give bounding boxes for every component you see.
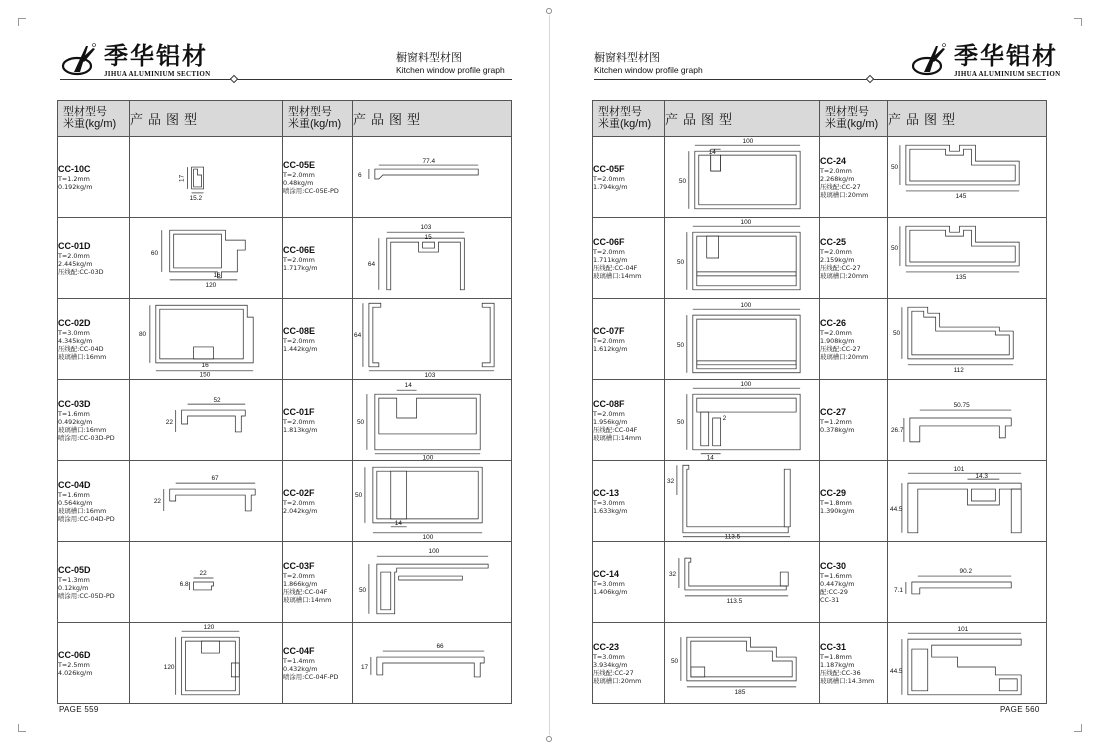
- profile-code: CC-26: [820, 317, 847, 328]
- svg-text:44.5: 44.5: [889, 667, 903, 675]
- profile-table: [592, 100, 1047, 704]
- profile-info: CC-05F T=2.0mm 1.794kg/m: [593, 137, 665, 218]
- profile-drawing: [353, 137, 512, 218]
- page-number: PAGE 560: [1000, 705, 1040, 714]
- profile-drawing: [353, 299, 512, 380]
- svg-text:15: 15: [424, 234, 432, 242]
- brand-name-en: JIHUA ALUMINIUM SECTION: [954, 69, 1061, 78]
- profile-drawing: [888, 299, 1047, 380]
- column-header-drawing: 产品图型: [130, 101, 283, 137]
- svg-text:64: 64: [367, 260, 376, 268]
- profile-drawing: [353, 461, 512, 542]
- profile-code: CC-23: [593, 641, 620, 652]
- svg-text:103: 103: [424, 371, 436, 379]
- section-title-en: Kitchen window profile graph: [396, 65, 505, 75]
- profile-info: CC-14 T=3.0mm 1.406kg/m: [593, 542, 665, 623]
- svg-text:101: 101: [957, 626, 969, 634]
- profile-info: CC-25 T=2.0mm 2.159kg/m 压线配:CC-27 玻璃槽口:20mm: [820, 218, 888, 299]
- table-row: [593, 299, 1047, 380]
- table-row: [593, 542, 1047, 623]
- svg-text:17: 17: [178, 174, 186, 182]
- svg-text:50: 50: [358, 586, 367, 594]
- profile-drawing: [888, 623, 1047, 704]
- profile-code: CC-08F: [593, 398, 625, 409]
- profile-drawing: [130, 623, 283, 704]
- profile-info: CC-29 T=1.8mm 1.390kg/m: [820, 461, 888, 542]
- svg-text:6.8: 6.8: [179, 580, 189, 588]
- svg-text:50: 50: [676, 258, 685, 266]
- svg-text:16: 16: [201, 361, 209, 369]
- brand-name-en: JIHUA ALUMINIUM SECTION: [104, 69, 211, 78]
- svg-text:113.5: 113.5: [726, 597, 743, 605]
- profile-drawing: [130, 542, 283, 623]
- profile-code: CC-04F: [283, 645, 315, 656]
- table-header-row: [593, 101, 1047, 137]
- profile-info: CC-26 T=2.0mm 1.908kg/m 压线配:CC-27 玻璃槽口:20mm: [820, 299, 888, 380]
- svg-text:120: 120: [163, 663, 175, 671]
- page-number: PAGE 559: [59, 705, 99, 714]
- profile-code: CC-02D: [58, 317, 91, 328]
- profile-drawing: [130, 461, 283, 542]
- profile-code: CC-29: [820, 487, 847, 498]
- svg-text:32: 32: [668, 571, 677, 579]
- table-row: [593, 380, 1047, 461]
- table-row: [593, 623, 1047, 704]
- svg-text:14: 14: [404, 382, 412, 390]
- profile-info: CC-10C T=1.2mm 0.192kg/m: [58, 137, 130, 218]
- svg-text:100: 100: [422, 454, 434, 460]
- profile-code: CC-01F: [283, 406, 315, 417]
- svg-text:80: 80: [138, 331, 147, 339]
- profile-info: CC-01F T=2.0mm 1.813kg/m: [283, 380, 353, 461]
- svg-text:14: 14: [708, 149, 716, 157]
- svg-text:100: 100: [740, 381, 752, 389]
- profile-code: CC-24: [820, 155, 847, 166]
- profile-code: CC-30: [820, 560, 847, 571]
- profile-drawing: [353, 542, 512, 623]
- header-rule: [594, 79, 1046, 80]
- table-row: [58, 380, 512, 461]
- svg-text:22: 22: [199, 570, 207, 578]
- profile-code: CC-14: [593, 568, 620, 579]
- profile-code: CC-25: [820, 236, 847, 247]
- table-row: [58, 542, 512, 623]
- profile-code: CC-05F: [593, 163, 625, 174]
- profile-info: CC-08F T=2.0mm 1.956kg/m 压线配:CC-04F 玻璃槽口:14mm: [593, 380, 665, 461]
- profile-code: CC-03F: [283, 560, 315, 571]
- svg-text:50: 50: [670, 658, 679, 665]
- svg-text:50: 50: [356, 418, 365, 426]
- section-title: [594, 51, 703, 75]
- profile-drawing: [665, 461, 820, 542]
- svg-text:50: 50: [678, 177, 687, 185]
- svg-text:52: 52: [213, 397, 221, 405]
- svg-text:6: 6: [357, 172, 362, 179]
- section-title: [396, 51, 505, 75]
- profile-info: CC-27 T=1.2mm 0.378kg/m: [820, 380, 888, 461]
- profile-info: CC-30 T=1.6mm 0.447kg/m 配:CC-29 CC-31: [820, 542, 888, 623]
- profile-drawing: [888, 461, 1047, 542]
- section-title-cn: 橱窗料型材图: [396, 51, 462, 64]
- svg-text:44.5: 44.5: [889, 505, 903, 513]
- profile-drawing: [665, 623, 820, 704]
- profile-code: CC-07F: [593, 325, 625, 336]
- brand-name: 季华铝材: [104, 41, 208, 70]
- svg-text:100: 100: [428, 548, 440, 556]
- profile-drawing: [353, 623, 512, 704]
- svg-text:50: 50: [892, 330, 901, 338]
- svg-text:100: 100: [740, 302, 752, 310]
- svg-text:77.4: 77.4: [422, 158, 436, 166]
- profile-code: CC-13: [593, 487, 620, 498]
- profile-drawing: [130, 299, 283, 380]
- column-header-model: 型材型号 米重(kg/m): [283, 101, 353, 137]
- profile-info: CC-31 T=1.8mm 1.187kg/m 压线配:CC-36 玻璃槽口:14.3mm: [820, 623, 888, 704]
- jihua-logo-icon: [910, 42, 948, 78]
- svg-text:185: 185: [734, 688, 746, 696]
- profile-info: CC-07F T=2.0mm 1.612kg/m: [593, 299, 665, 380]
- profile-drawing: [888, 542, 1047, 623]
- profile-drawing: [665, 542, 820, 623]
- svg-text:26.7: 26.7: [890, 426, 904, 434]
- svg-text:50: 50: [676, 341, 685, 349]
- profile-drawing: [130, 218, 283, 299]
- brand-name: 季华铝材: [954, 41, 1058, 70]
- svg-text:14.3: 14.3: [975, 473, 988, 481]
- svg-text:22: 22: [165, 418, 173, 426]
- svg-text:17: 17: [360, 663, 369, 671]
- profile-drawing: [888, 137, 1047, 218]
- svg-text:50: 50: [890, 164, 899, 172]
- svg-text:120: 120: [203, 624, 215, 632]
- svg-text:112: 112: [953, 366, 964, 374]
- brand: [60, 42, 210, 78]
- profile-code: CC-06D: [58, 649, 91, 660]
- table-row: [58, 623, 512, 704]
- column-header-model: 型材型号 米重(kg/m): [593, 101, 665, 137]
- profile-drawing: [888, 380, 1047, 461]
- svg-text:145: 145: [955, 192, 967, 200]
- profile-code: CC-06E: [283, 244, 316, 255]
- profile-code: CC-10C: [58, 163, 91, 174]
- svg-text:50: 50: [676, 418, 685, 426]
- profile-drawing: [353, 218, 512, 299]
- svg-text:22: 22: [153, 497, 162, 505]
- profile-code: CC-08E: [283, 325, 316, 336]
- header-ornament: [230, 75, 238, 83]
- svg-text:50.75: 50.75: [953, 402, 970, 410]
- header-rule: [60, 79, 512, 80]
- svg-text:7.1: 7.1: [893, 586, 903, 594]
- svg-text:103: 103: [420, 224, 432, 232]
- table-row: [593, 461, 1047, 542]
- profile-info: CC-05E T=2.0mm 0.48kg/m 喷涂用:CC-05E-PD: [283, 137, 353, 218]
- profile-info: CC-06D T=2.5mm 4.026kg/m: [58, 623, 130, 704]
- section-title-cn: 橱窗料型材图: [594, 51, 660, 64]
- profile-drawing: [353, 380, 512, 461]
- profile-code: CC-27: [820, 406, 847, 417]
- svg-text:150: 150: [199, 371, 211, 379]
- profile-drawing: [130, 380, 283, 461]
- profile-code: CC-05E: [283, 159, 316, 170]
- svg-text:135: 135: [955, 273, 967, 281]
- column-header-drawing: 产品图型: [353, 101, 512, 137]
- svg-text:50: 50: [890, 245, 899, 253]
- table-row: [593, 218, 1047, 299]
- profile-info: CC-04D T=1.6mm 0.564kg/m 玻璃槽口:16mm 喷涂用:CC-04D-PD: [58, 461, 130, 542]
- jihua-logo-icon: [60, 42, 98, 78]
- svg-text:101: 101: [953, 466, 965, 474]
- profile-info: CC-05D T=1.3mm 0.12kg/m 喷涂用:CC-05D-PD: [58, 542, 130, 623]
- profile-info: CC-08E T=2.0mm 1.442kg/m: [283, 299, 353, 380]
- svg-text:50: 50: [354, 492, 363, 500]
- svg-text:100: 100: [422, 533, 434, 541]
- svg-text:120: 120: [205, 281, 217, 289]
- profile-info: CC-04F T=1.4mm 0.432kg/m 喷涂用:CC-04F-PD: [283, 623, 353, 704]
- svg-text:2: 2: [722, 415, 727, 422]
- section-title-en: Kitchen window profile graph: [594, 65, 703, 75]
- profile-info: CC-06E T=2.0mm 1.717kg/m: [283, 218, 353, 299]
- profile-code: CC-06F: [593, 236, 625, 247]
- profile-drawing: [665, 380, 820, 461]
- table-row: [58, 461, 512, 542]
- page-560: [550, 0, 1100, 750]
- profile-code: CC-01D: [58, 240, 91, 251]
- svg-text:66: 66: [436, 643, 444, 651]
- profile-drawing: [888, 218, 1047, 299]
- column-header-drawing: 产品图型: [665, 101, 820, 137]
- svg-text:14: 14: [706, 454, 714, 460]
- svg-text:100: 100: [742, 138, 754, 146]
- svg-text:14: 14: [394, 519, 402, 527]
- profile-code: CC-04D: [58, 479, 91, 490]
- svg-text:16: 16: [213, 271, 221, 279]
- svg-text:113.5: 113.5: [724, 533, 741, 541]
- svg-text:67: 67: [211, 475, 219, 483]
- profile-table: [57, 100, 512, 704]
- svg-text:100: 100: [740, 219, 752, 227]
- svg-text:90.2: 90.2: [959, 568, 973, 576]
- profile-code: CC-05D: [58, 564, 91, 575]
- profile-info: CC-01D T=2.0mm 2.445kg/m 压线配:CC-03D: [58, 218, 130, 299]
- profile-drawing: [665, 299, 820, 380]
- profile-info: CC-02D T=3.0mm 4.345kg/m 压线配:CC-04D 玻璃槽口:16mm: [58, 299, 130, 380]
- profile-info: CC-24 T=2.0mm 2.268kg/m 压线配:CC-27 玻璃槽口:20mm: [820, 137, 888, 218]
- profile-code: CC-31: [820, 641, 847, 652]
- profile-drawing: [665, 137, 820, 218]
- profile-drawing: [665, 218, 820, 299]
- profile-drawing: [130, 137, 283, 218]
- brand: [910, 42, 1060, 78]
- header-ornament: [866, 75, 874, 83]
- profile-info: CC-13 T=3.0mm 1.633kg/m: [593, 461, 665, 542]
- column-header-model: 型材型号 米重(kg/m): [58, 101, 130, 137]
- profile-info: CC-03D T=1.6mm 0.492kg/m 玻璃槽口:16mm 喷涂用:CC-03D-PD: [58, 380, 130, 461]
- table-row: [58, 137, 512, 218]
- table-row: [593, 137, 1047, 218]
- svg-text:60: 60: [150, 250, 159, 258]
- svg-text:15.2: 15.2: [189, 194, 203, 202]
- profile-info: CC-02F T=2.0mm 2.042kg/m: [283, 461, 353, 542]
- profile-info: CC-23 T=3.0mm 3.934kg/m 压线配:CC-27 玻璃槽口:20mm: [593, 623, 665, 704]
- table-header-row: [58, 101, 512, 137]
- profile-code: CC-02F: [283, 487, 315, 498]
- svg-text:64: 64: [353, 332, 362, 340]
- profile-info: CC-06F T=2.0mm 1.711kg/m 压线配:CC-04F 玻璃槽口:14mm: [593, 218, 665, 299]
- table-row: [58, 299, 512, 380]
- column-header-model: 型材型号 米重(kg/m): [820, 101, 888, 137]
- profile-code: CC-03D: [58, 398, 91, 409]
- svg-text:32: 32: [666, 478, 675, 486]
- column-header-drawing: 产品图型: [888, 101, 1047, 137]
- profile-info: CC-03F T=2.0mm 1.866kg/m 压线配:CC-04F 玻璃槽口:14mm: [283, 542, 353, 623]
- table-row: [58, 218, 512, 299]
